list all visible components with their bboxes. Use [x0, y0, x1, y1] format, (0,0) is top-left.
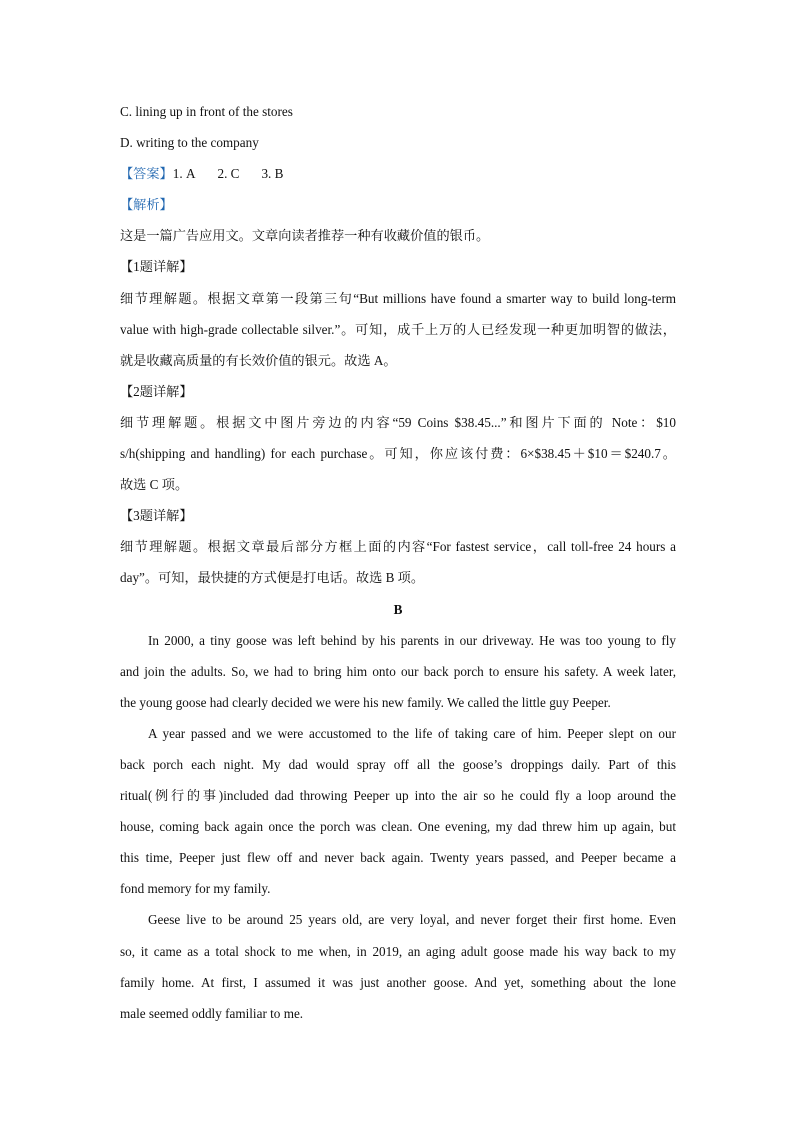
- passage-line: the young goose had clearly decided we were his new family. We called the little guy Peeper.: [120, 694, 611, 710]
- q3-line: 细节理解题。根据文章最后部分方框上面的内容“For fastest service，call toll-free 24 hours a: [120, 539, 676, 555]
- document-page: [120, 96, 676, 1029]
- analysis-label: 【解析】: [120, 197, 173, 213]
- answer-3: 3. B: [261, 166, 284, 182]
- passage-line: Geese live to be around 25 years old, are very loyal, and never forget their first home. Even: [148, 912, 676, 928]
- passage-line: fond memory for my family.: [120, 881, 271, 897]
- passage-line: back porch each night. My dad would spray off all the goose’s droppings daily. Part of this: [120, 756, 676, 772]
- q3-label: 【3题详解】: [120, 508, 193, 524]
- q3-line: day”。可知，最快捷的方式便是打电话。故选 B 项。: [120, 570, 425, 586]
- q2-line: 故选 C 项。: [120, 477, 189, 493]
- answer-1: 1. A: [172, 166, 196, 182]
- q2-label: 【2题详解】: [120, 383, 193, 399]
- q1-line: 就是收藏高质量的有长效价值的银元。故选 A。: [120, 352, 397, 368]
- passage-line: In 2000, a tiny goose was left behind by his parents in our driveway. He was too young to fly: [148, 632, 676, 648]
- passage-line: house, coming back again once the porch was clean. One evening, my dad threw him up again, but: [120, 819, 676, 835]
- passage-line: so, it came as a total shock to me when, in 2019, an aging adult goose made his way back to my: [120, 943, 676, 959]
- passage-line: family home. At first, I assumed it was just another goose. And yet, something about the lone: [120, 974, 676, 990]
- answer-2: 2. C: [217, 166, 240, 182]
- passage-line: and join the adults. So, we had to bring him onto our back porch to ensure his safety. A week later,: [120, 663, 676, 679]
- answer-label: 【答案】: [120, 166, 173, 182]
- section-heading: B: [393, 601, 403, 617]
- q1-label: 【1题详解】: [120, 259, 193, 275]
- answer-line: [120, 158, 676, 189]
- option-d: D. writing to the company: [120, 135, 259, 151]
- passage-line: this time, Peeper just flew off and never back again. Twenty years passed, and Peeper became a: [120, 850, 676, 866]
- q2-line: s/h(shipping and handling) for each purchase。可知，你应该付费：6×$38.45＋$10＝$240.7。: [120, 446, 676, 462]
- passage-line: male seemed oddly familiar to me.: [120, 1005, 304, 1021]
- analysis-text: 这是一篇广告应用文。文章向读者推荐一种有收藏价值的银币。: [120, 228, 490, 244]
- q2-line: 细节理解题。根据文中图片旁边的内容“59 Coins $38.45...”和图片下面的 Note：$10: [120, 414, 676, 430]
- q1-line: 细节理解题。根据文章第一段第三句“But millions have found a smarter way to build long-term: [120, 290, 676, 306]
- q1-line: value with high-grade collectable silver.”。可知，成千上万的人已经发现一种更加明智的做法，: [120, 321, 676, 337]
- option-c: C. lining up in front of the stores: [120, 104, 293, 119]
- passage-line: ritual(例行的事)included dad throwing Peeper up into the air so he could fly a loop around the: [120, 788, 676, 804]
- passage-line: A year passed and we were accustomed to the life of taking care of him. Peeper slept on our: [148, 725, 676, 741]
